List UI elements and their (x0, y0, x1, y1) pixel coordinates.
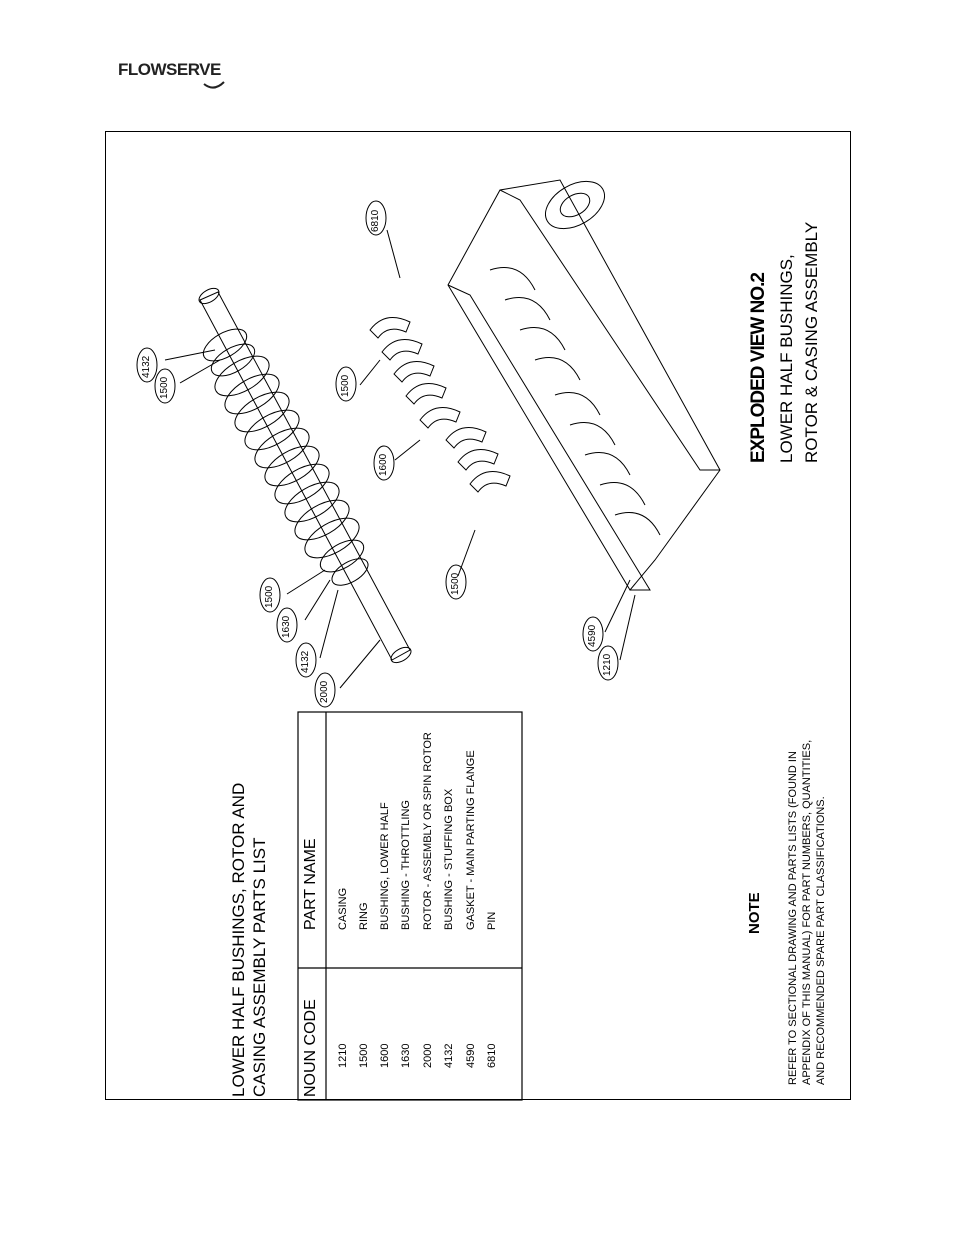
view-title-line2: LOWER HALF BUSHINGS, (777, 254, 796, 463)
row-code: 1210 (337, 1043, 349, 1068)
row-name: ROTOR - ASSEMBLY OR SPIN ROTOR (422, 732, 434, 930)
row-name: CASING (337, 887, 349, 930)
callout-label-4132-top: 4132 (141, 355, 152, 378)
parts-list-title-line2: CASING ASSEMBLY PARTS LIST (250, 837, 269, 1097)
row-name: BUSHING - STUFFING BOX (443, 788, 455, 930)
callout-label-1500-top: 1500 (159, 376, 170, 399)
callout-label-1500-mid: 1500 (340, 374, 351, 397)
row-name: BUSHING, LOWER HALF (379, 802, 391, 930)
callout-label-4590: 4590 (587, 624, 598, 647)
callout-label-4132-left: 4132 (300, 650, 311, 673)
callout-label-1500-low: 1500 (450, 572, 461, 595)
note-heading: NOTE (746, 892, 763, 934)
note-line3: AND RECOMMENDED SPARE PART CLASSIFICATIONS. (815, 796, 827, 1085)
casing (448, 172, 720, 590)
callout-label-1500-left: 1500 (264, 585, 275, 608)
row-code: 2000 (422, 1043, 434, 1068)
callout-label-1630: 1630 (281, 615, 292, 638)
callout-label-2000: 2000 (319, 680, 330, 703)
row-code: 1630 (400, 1043, 412, 1068)
row-name: GASKET - MAIN PARTING FLANGE (465, 750, 477, 930)
row-code: 1500 (358, 1043, 370, 1068)
callout-label-1600: 1600 (378, 453, 389, 476)
view-title-line1: EXPLODED VIEW NO.2 (748, 273, 769, 463)
row-code: 4132 (443, 1043, 455, 1068)
row-code: 1600 (379, 1043, 391, 1068)
callout-label-6810: 6810 (370, 209, 381, 232)
callout-leaders (165, 230, 635, 688)
row-name: RING (358, 902, 370, 930)
view-title-line3: ROTOR & CASING ASSEMBLY (802, 221, 821, 463)
note-line1: REFER TO SECTIONAL DRAWING AND PARTS LISTS (FOUND IN (787, 751, 799, 1085)
row-code: 4590 (465, 1043, 477, 1068)
note-line2: APPENDIX OF THIS MANUAL) FOR PART NUMBERS, QUANTITIES, (801, 739, 813, 1085)
rotor-impellers (198, 323, 372, 591)
callout-label-1210: 1210 (602, 653, 613, 676)
lower-half-bushings (370, 318, 510, 493)
logo-text: FLOWSERVE (118, 60, 221, 79)
parts-list-title-line1: LOWER HALF BUSHINGS, ROTOR AND (229, 782, 248, 1097)
row-name: BUSHING - THROTTLING (400, 800, 412, 930)
header-noun-code: NOUN CODE (302, 999, 319, 1097)
row-name: PIN (486, 911, 498, 930)
header-part-name: PART NAME (302, 838, 319, 930)
row-code: 6810 (486, 1043, 498, 1068)
